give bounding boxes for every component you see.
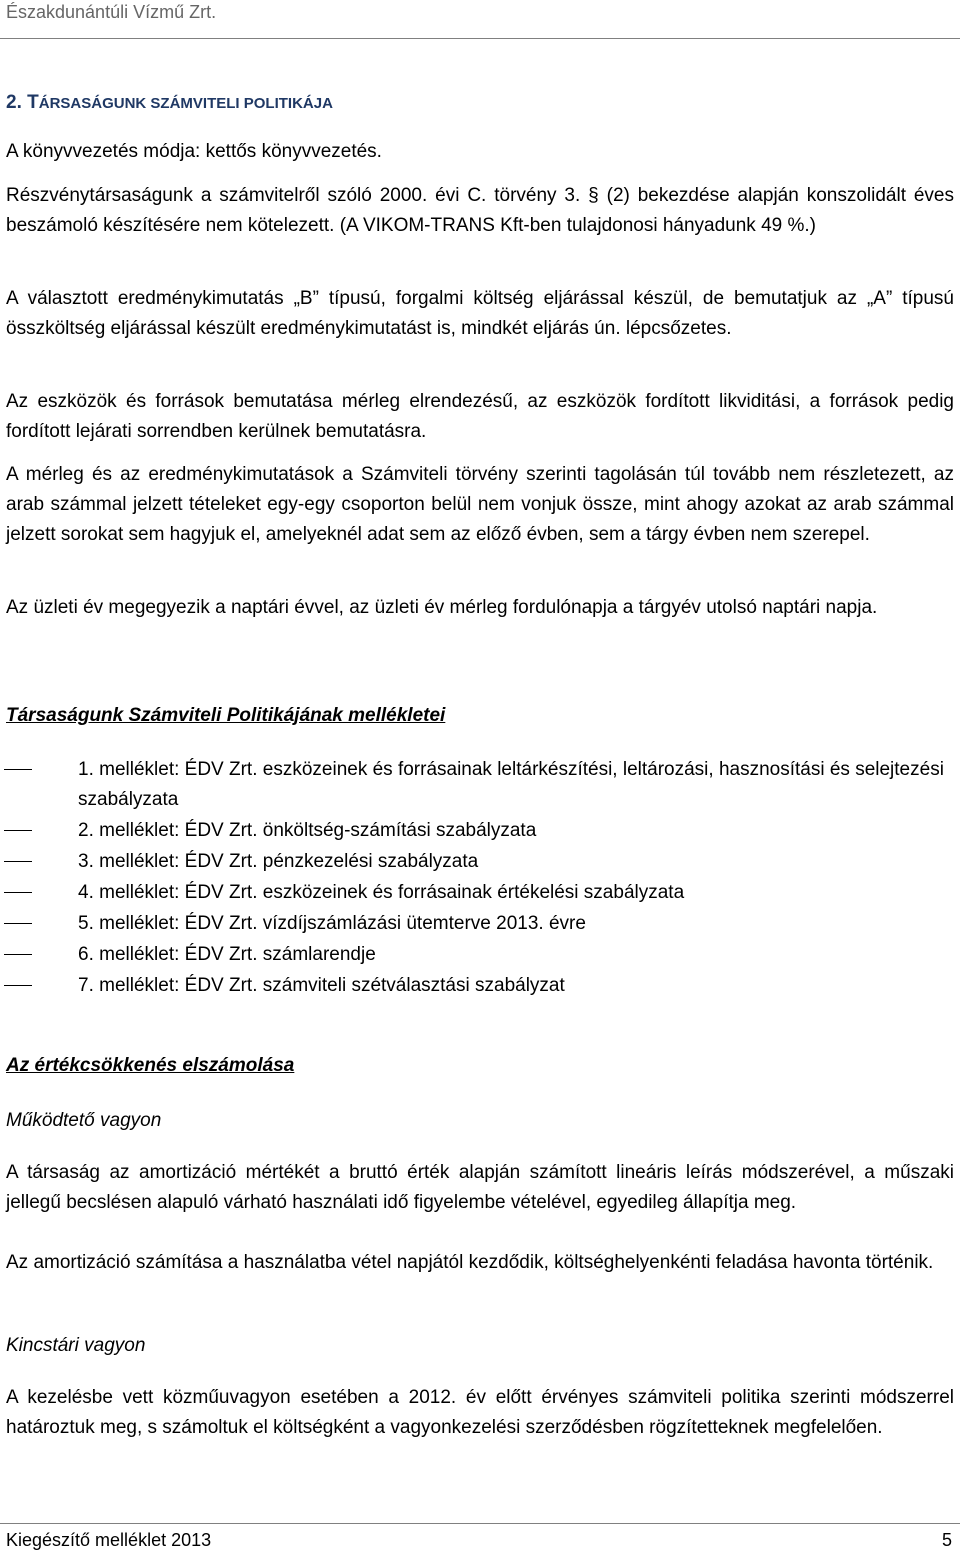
dash-bullet-icon — [4, 954, 32, 955]
paragraph-assets-sources: Az eszközök és források bemutatása mérleg elrendezésű, az eszközök fordított likviditási, a források pedig fordított lejárati sorrendben kerülnek bemutatásra. — [6, 391, 954, 442]
annex-list — [0, 755, 955, 1002]
dash-bullet-icon — [4, 985, 32, 986]
paragraph-income-statement-type: A választott eredménykimutatás „B” típusú, forgalmi költség eljárással készül, de bemutatjuk az „A” típusú összköltség eljárással készült eredménykimutatást is, mindkét eljárás ún. lépcsőzetes. — [6, 288, 954, 339]
section-title-rest: ÁRSASÁGUNK SZÁMVITELI POLITIKÁJA — [38, 95, 333, 112]
dash-bullet-icon — [4, 769, 32, 770]
paragraph-amortization-start: Az amortizáció számítása a használatba vétel napjától kezdődik, költséghelyenkénti feladása havonta történik. — [6, 1252, 934, 1273]
section-title-initial: T — [27, 92, 39, 113]
paragraph-bookkeeping-method: A könyvvezetés módja: kettős könyvvezetés. — [6, 141, 382, 162]
treasury-assets-heading: Kincstári vagyon — [6, 1335, 146, 1356]
dash-bullet-icon — [4, 892, 32, 893]
annex-item-3: 3. melléklet: ÉDV Zrt. pénzkezelési szabályzata — [0, 847, 955, 877]
header-company-name: Északdunántúli Vízmű Zrt. — [6, 2, 217, 22]
annex-item-6: 6. melléklet: ÉDV Zrt. számlarendje — [0, 940, 955, 970]
paragraph-treasury-assets: A kezelésbe vett közműuvagyon esetében a 2012. év előtt érvényes számviteli politika szerinti módszerrel határoztuk meg, s számoltuk el költségként a vagyonkezelési szerződésben rögzítetteknek megfelelően. — [6, 1387, 954, 1438]
depreciation-heading: Az értékcsökkenés elszámolása — [6, 1055, 295, 1076]
header-divider — [0, 38, 960, 39]
paragraph-business-year: Az üzleti év megegyezik a naptári évvel, az üzleti év mérleg fordulónapja a tárgyév utolsó naptári napja. — [6, 597, 878, 618]
operating-assets-heading: Működtető vagyon — [6, 1110, 162, 1131]
footer-label: Kiegészítő melléklet 2013 — [6, 1530, 212, 1550]
annex-item-4: 4. melléklet: ÉDV Zrt. eszközeinek és forrásainak értékelési szabályzata — [0, 878, 955, 908]
annex-item-1: 1. melléklet: ÉDV Zrt. eszközeinek és forrásainak leltárkészítési, leltározási, hasznosítási és selejtezési szabályzata — [0, 755, 955, 815]
annexes-heading: Társaságunk Számviteli Politikájának mellékletei — [6, 705, 446, 726]
page-number: 5 — [941, 1530, 952, 1550]
paragraph-amortization-method: A társaság az amortizáció mértékét a bruttó érték alapján számított lineáris leírás módszerével, a műszaki jellegű becslésen alapuló várható használati idő figyelembe vételével, egyedileg állapítja meg. — [6, 1162, 954, 1213]
dash-bullet-icon — [4, 830, 32, 831]
section-number: 2. — [6, 92, 22, 113]
paragraph-balance-sheet-detail: A mérleg és az eredménykimutatások a Számviteli törvény szerinti tagolásán túl tovább nem részletezett, az arab számmal jelzett tételeket egy-egy csoporton belül nem vonjuk össze, mint ahogy azokat az arab számmal jelzett sorokat sem hagyjuk el, amelyeknél adat sem az előző évben, sem a tárgy évben nem szerepel. — [6, 464, 954, 545]
annex-item-2: 2. melléklet: ÉDV Zrt. önköltség-számítási szabályzata — [0, 816, 955, 846]
section-heading — [6, 92, 333, 114]
footer-divider — [0, 1523, 960, 1524]
annex-item-7: 7. melléklet: ÉDV Zrt. számviteli szétválasztási szabályzat — [0, 971, 955, 1001]
paragraph-consolidation: Részvénytársaságunk a számvitelről szóló 2000. évi C. törvény 3. § (2) bekezdése alapján konszolidált éves beszámoló készítésére nem kötelezett. (A VIKOM-TRANS Kft-ben tulajdonosi hányadunk 49 %.) — [6, 185, 954, 236]
dash-bullet-icon — [4, 923, 32, 924]
dash-bullet-icon — [4, 861, 32, 862]
annex-item-5: 5. melléklet: ÉDV Zrt. vízdíjszámlázási ütemterve 2013. évre — [0, 909, 955, 939]
